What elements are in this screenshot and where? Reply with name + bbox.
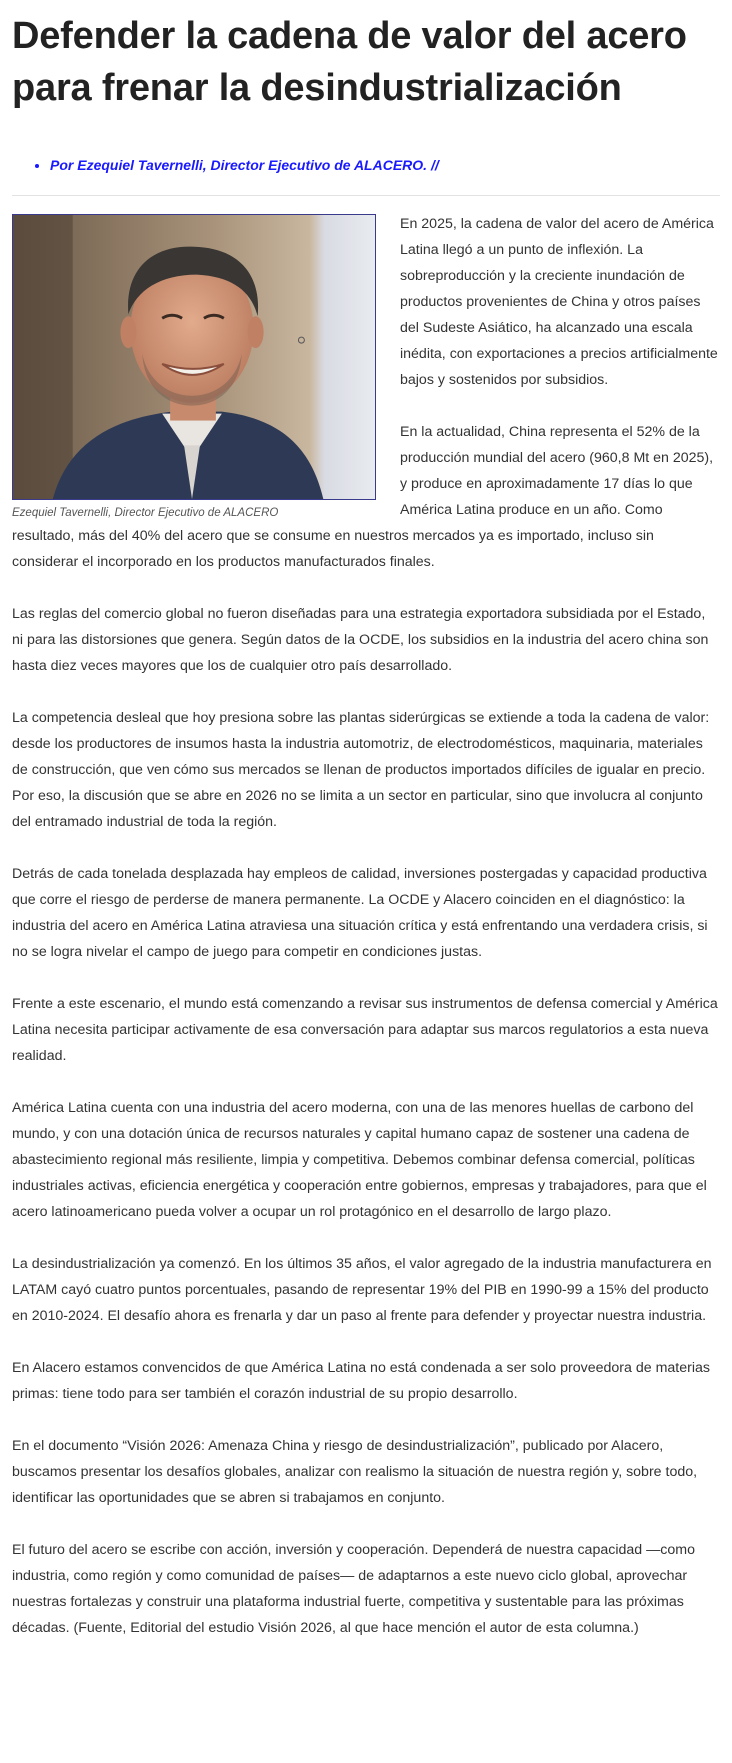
paragraph: En el documento “Visión 2026: Amenaza China y riesgo de desindustrialización”, publicado por Alacero, buscamos presentar los desafíos globales, analizar con realismo la situación de nuestra región y, sobre todo, identificar las oportunidades que se abren si trabajamos en conjunto. (12, 1438, 698, 1506)
article-title: Defender la cadena de valor del acero para frenar la desindustrialización (12, 15, 687, 109)
paragraph: Frente a este escenario, el mundo está comenzando a revisar sus instrumentos de defensa comercial y América Latina necesita participar activamente de esa conversación para adaptar sus marcos regulatorios a esta nueva realidad. (12, 996, 718, 1064)
divider (12, 195, 720, 196)
paragraph: En 2025, la cadena de valor del acero de América Latina llegó a un punto de inflexión. La sobreproducción y la creciente inundación de productos provenientes de China y otros países del Sudeste Asiático, ha alcanzado una escala inédita, con exportaciones a precios artificialmente bajos y sostenidos por subsidios. (400, 216, 718, 388)
article-body (12, 211, 720, 1641)
author-photo (12, 214, 376, 500)
paragraph: América Latina cuenta con una industria del acero moderna, con una de las menores huellas de carbono del mundo, y con una dotación única de recursos naturales y capital humano capaz de sostener una cadena de abastecimiento regional más resiliente, limpia y competitiva. Debemos combinar defensa comercial, políticas industriales activas, eficiencia energética y cooperación entre gobiernos, empresas y trabajadores, para que el acero latinoamericano pueda volver a ocupar un rol protagónico en el desarrollo de largo plazo. (12, 1100, 707, 1220)
article-page (0, 10, 732, 1641)
paragraph: La desindustrialización ya comenzó. En los últimos 35 años, el valor agregado de la industria manufacturera en LATAM cayó cuatro puntos porcentuales, pasando de representar 19% del PIB en 1990-99 a 15% del producto en 2010-2024. El desafío ahora es frenarla y dar un paso al frente para defender y proyectar nuestra industria. (12, 1256, 712, 1324)
paragraph: Detrás de cada tonelada desplazada hay empleos de calidad, inversiones postergadas y capacidad productiva que corre el riesgo de perderse de manera permanente. La OCDE y Alacero coinciden en el diagnóstico: la industria del acero en América Latina atraviesa una situación crítica y está enfrentando una verdadera crisis, si no se logra nivelar el campo de juego para competir en condiciones justas. (12, 866, 708, 960)
author-figure (12, 214, 386, 522)
photo-caption: Ezequiel Tavernelli, Director Ejecutivo de ALACERO (12, 507, 279, 519)
paragraph: En la actualidad, China representa el 52% de la producción mundial del acero (960,8 Mt en 2025), y produce en aproximadamente 17 días lo que América Latina produce en un año. Como resultado, más del 40% del acero que se consume en nuestros mercados ya es importado, incluso sin considerar el incorporado en los productos manufacturados finales. (12, 424, 714, 570)
paragraph: Las reglas del comercio global no fueron diseñadas para una estrategia exportadora subsidiada por el Estado, ni para las distorsiones que genera. Según datos de la OCDE, los subsidios en la industria del acero china son hasta diez veces mayores que los de cualquier otro país desarrollado. (12, 606, 709, 674)
paragraph: El futuro del acero se escribe con acción, inversión y cooperación. Dependerá de nuestra capacidad —como industria, como región y como comunidad de países— de adaptarnos a este nuevo ciclo global, aprovechar nuestras fortalezas y construir una plataforma industrial fuerte, competitiva y sustentable para las próximas décadas. (Fuente, Editorial del estudio Visión 2026, al que hace mención el autor de esta columna.) (12, 1542, 695, 1636)
paragraph: La competencia desleal que hoy presiona sobre las plantas siderúrgicas se extiende a toda la cadena de valor: desde los productores de insumos hasta la industria automotriz, de electrodomésticos, maquinaria, materiales de construcción, que ven cómo sus mercados se llenan de productos importados difíciles de igualar en precio. Por eso, la discusión que se abre en 2026 no se limita a un sector en particular, sino que involucra al conjunto del entramado industrial de toda la región. (12, 710, 710, 830)
paragraph: En Alacero estamos convencidos de que América Latina no está condenada a ser solo proveedora de materias primas: tiene todo para ser también el corazón industrial de su propio desarrollo. (12, 1360, 710, 1402)
byline[interactable]: • Por Ezequiel Tavernelli, Director Ejecutivo de ALACERO. // (50, 154, 720, 176)
byline-list (12, 154, 720, 176)
